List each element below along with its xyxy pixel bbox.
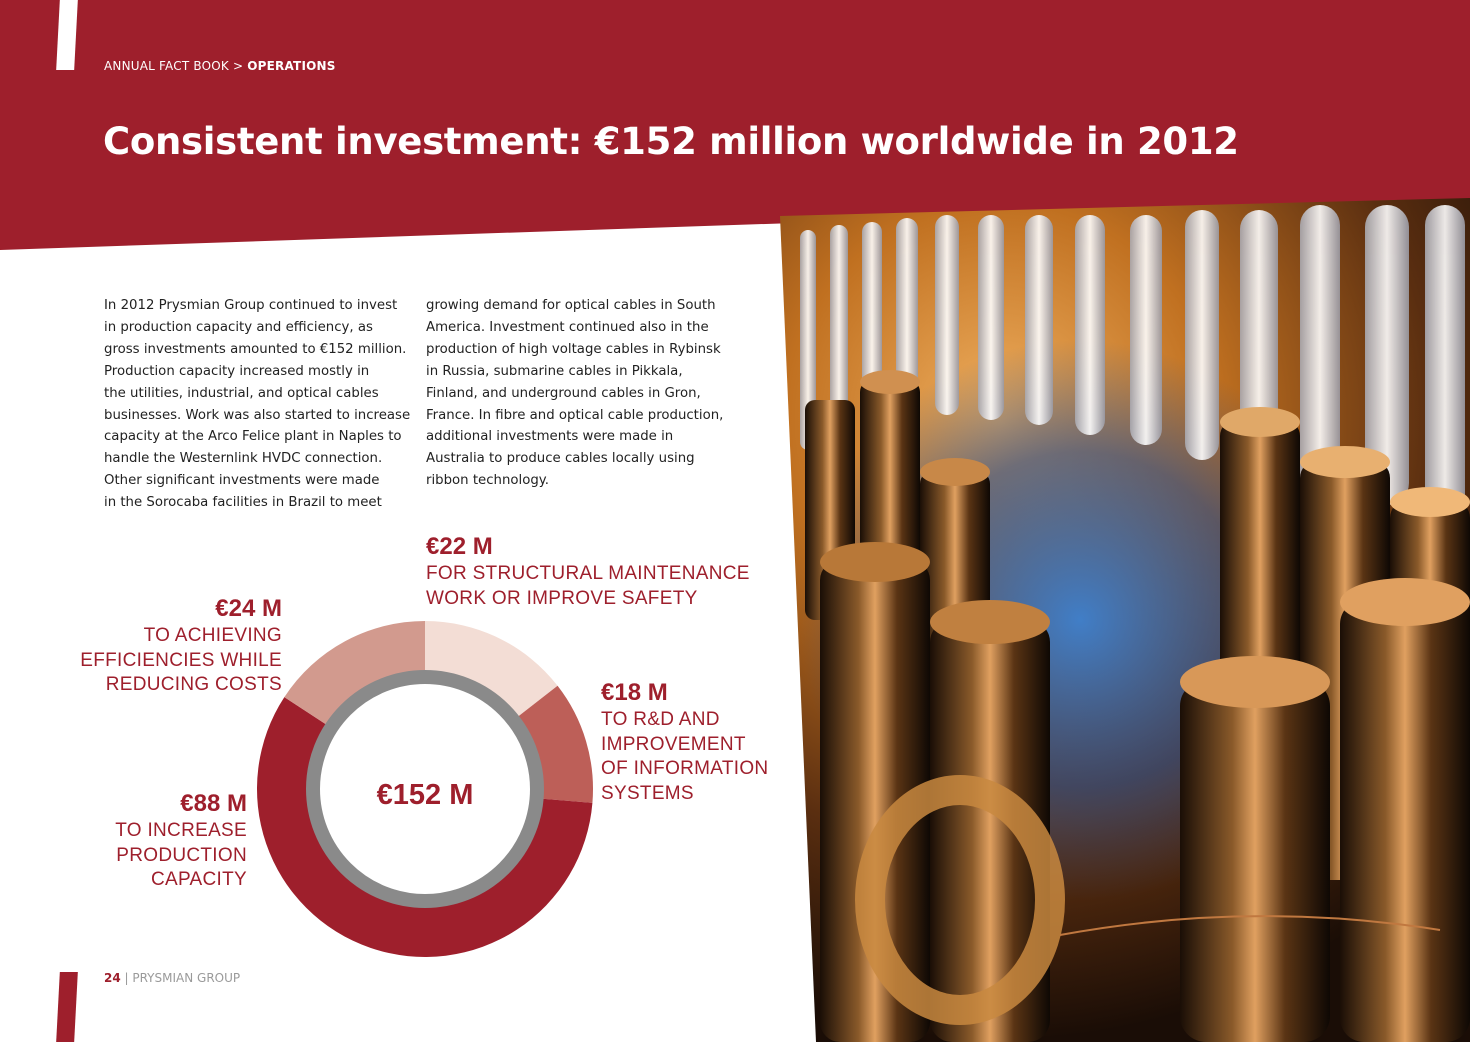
body-text-col1-line: capacity at the Arco Felice plant in Naples to [104,429,402,445]
slice-88-label-line: TO INCREASE [115,820,247,841]
slice-88-amount: €88 M [180,790,247,817]
slice-88-label [60,819,247,893]
breadcrumb-current: OPERATIONS [247,59,336,73]
body-text-col1-line: the utilities, industrial, and optical cables [104,385,379,401]
slice-18-label-line: IMPROVEMENT [601,733,746,755]
page-title: Consistent investment: €152 million worldwide in 2012 [103,120,1239,163]
breadcrumb-parent: ANNUAL FACT BOOK [104,59,229,73]
slice-88-label-line: PRODUCTION [116,844,247,866]
chart-center-label: €152 M [376,779,474,811]
body-text-col2-line: additional investments were made in [426,429,674,445]
bottom-accent-bar [56,972,78,1042]
body-text-col1-line: handle the Westernlink HVDC connection. [104,451,383,467]
body-text-col2-line: ribbon technology. [426,473,549,489]
body-text-col2-line: Finland, and underground cables in Gron, [426,385,701,401]
slice-18-amount: €18 M [601,679,668,706]
body-text-col1-line: in the Sorocaba facilities in Brazil to meet [104,495,382,511]
slice-18-label [601,708,768,806]
slice-24-label [40,624,282,698]
footer-separator: | [120,971,133,985]
slice-22-amount: €22 M [426,533,493,560]
slice-18-label-line: SYSTEMS [601,782,694,804]
slice-88-label-line: CAPACITY [150,869,247,890]
body-text-col1-line: Other significant investments were made [104,473,380,489]
breadcrumb-separator: > [228,59,248,73]
footer-company: PRYSMIAN GROUP [132,971,241,985]
slice-24-label-line: EFFICIENCIES WHILE [80,649,282,671]
page-footer [104,971,240,985]
slice-18-label-line: TO R&D AND [601,709,720,730]
slice-22-label-line: FOR STRUCTURAL MAINTENANCE [426,563,750,584]
slice-24-label-line: REDUCING COSTS [105,674,282,695]
slice-22-label-line: WORK OR IMPROVE SAFETY [426,587,698,609]
body-text-col1-line: Production capacity increased mostly in [104,363,370,379]
body-text-col2-line: America. Investment continued also in the [426,319,709,335]
body-text-col1-line: In 2012 Prysmian Group continued to invest [104,298,398,313]
body-text-col2-line: Australia to produce cables locally using [426,451,695,467]
body-text-col2-line: growing demand for optical cables in South [426,298,716,313]
page-number: 24 [104,971,121,985]
body-text-col1-line: in production capacity and efficiency, as [104,319,373,335]
slice-24-amount: €24 M [215,595,282,622]
body-text-col2-line: in Russia, submarine cables in Pikkala, [426,363,683,379]
slice-22-label [426,562,750,611]
slice-24-label-line: TO ACHIEVING [143,625,282,646]
slice-18-label-line: OF INFORMATION [601,758,769,779]
body-text-col1-line: gross investments amounted to €152 million. [104,341,407,357]
body-text-col2-line: France. In fibre and optical cable production, [426,407,724,423]
body-text-col1-line: businesses. Work was also started to increase [104,407,411,423]
body-text-col2-line: production of high voltage cables in Rybinsk [426,341,721,357]
